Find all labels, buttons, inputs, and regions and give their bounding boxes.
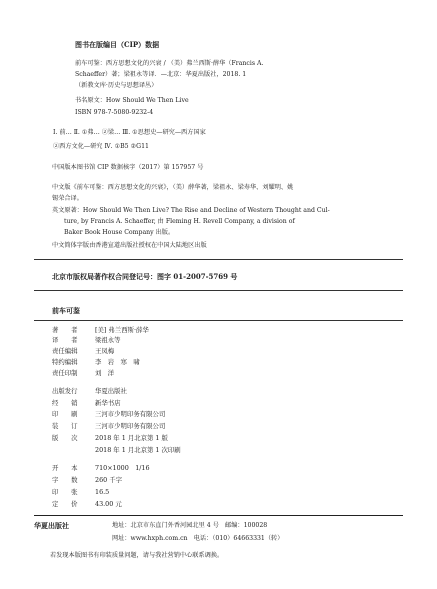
publication-label: 印 张	[52, 488, 78, 496]
credit-label: 特约编辑	[52, 358, 78, 366]
publication-value: 260 千字	[95, 476, 123, 484]
publication-value: 710×1000 1/16	[95, 464, 150, 472]
credit-value: 王凤梅	[95, 347, 115, 355]
publication-value: 华夏出版社	[95, 387, 127, 395]
cip-number: 中国版本图书馆 CIP 数据核字（2017）第 157957 号	[52, 164, 204, 171]
publication-value: 三河市少明印务有限公司	[95, 422, 166, 430]
translation-note: 锡荣合译。	[52, 195, 83, 202]
publication-label: 装 订	[52, 422, 78, 430]
publication-value: 三河市少明印务有限公司	[95, 410, 166, 418]
credit-value: 刘 洋	[95, 369, 115, 377]
publication-label: 经 销	[52, 399, 78, 407]
cip-classification: ②西方文化—研究 Ⅳ. ①B5 ②G11	[53, 143, 149, 150]
credit-label: 责任编辑	[52, 347, 78, 355]
original-work-note: Baker Book House Company 出版。	[64, 229, 175, 236]
book-title: 前车可鉴	[52, 306, 80, 315]
divider	[34, 290, 403, 291]
credit-value: [美] 弗兰西斯·薛华	[95, 326, 149, 334]
divider	[34, 259, 403, 260]
original-work-note: ture, by Francis A. Schaeffer, 由 Fleming H. Revell Company, a division of	[64, 218, 295, 225]
translation-note: 中文版《前车可鉴：西方思想文化的兴衰》，（美）薛华著，梁祖永、梁寿华、刘耀明、姚	[52, 184, 294, 191]
footer-web: 网址：www.hxph.com.cn 电话：（010）64663331（转）	[112, 535, 284, 542]
footer-address: 地址：北京市东直门外香河园北里 4 号 邮编：100028	[112, 522, 268, 529]
publication-label: 印 刷	[52, 410, 78, 418]
credit-value: 李 岩 寒 啸	[95, 358, 140, 366]
cip-line: 书名原文：How Should We Then Live	[75, 97, 189, 104]
publication-value: 43.00 元	[95, 500, 122, 508]
cip-heading: 图书在版编目（CIP）数据	[75, 40, 160, 49]
cip-line: 前车可鉴：西方思想文化的兴衰 / （美）弗兰西斯·薛华（Francis A.	[75, 60, 264, 67]
license-note: 中文简体字版由香港宣道出版社授权在中国大陆地区出版	[52, 242, 207, 249]
credit-label: 责任印制	[52, 369, 78, 377]
publication-label: 字 数	[52, 476, 78, 484]
cip-line: Schaeffer）著；梁祖永等译．—北京：华夏出版社，2018. 1	[75, 71, 247, 78]
footer-publisher: 华夏出版社	[34, 521, 69, 530]
publication-value: 16.5	[95, 488, 110, 496]
publication-value: 2018 年 1 月北京第 1 次印刷	[95, 446, 181, 454]
credit-value: 梁祖永等	[95, 336, 121, 344]
original-work-note: 英文原著：How Should We Then Live? The Rise and Decline of Western Thought and Cul-	[52, 207, 330, 214]
publication-value: 新华书店	[95, 399, 121, 407]
publication-label: 定 价	[52, 500, 78, 508]
copyright-registration: 北京市版权局著作权合同登记号：图字 01-2007-5769 号	[52, 272, 238, 281]
credit-label: 著 者	[52, 326, 78, 334]
publication-label: 开 本	[52, 464, 78, 472]
divider	[34, 515, 403, 516]
cip-line: （新教文库·历史与思想译丛）	[75, 82, 158, 89]
divider	[34, 320, 403, 321]
publication-value: 2018 年 1 月北京第 1 版	[95, 434, 168, 442]
credit-label: 译 者	[52, 336, 78, 344]
cip-classification: Ⅰ. 前… Ⅱ. ①弗… ②梁… Ⅲ. ①思想史—研究—西方国家	[53, 129, 206, 136]
publication-label: 版 次	[52, 434, 78, 442]
cip-line: ISBN 978-7-5080-9232-4	[75, 109, 154, 116]
footer-notice: 若发现本版图书有印装质量问题，请与我社营销中心联系调换。	[50, 552, 224, 559]
publication-label: 出版发行	[52, 387, 78, 395]
